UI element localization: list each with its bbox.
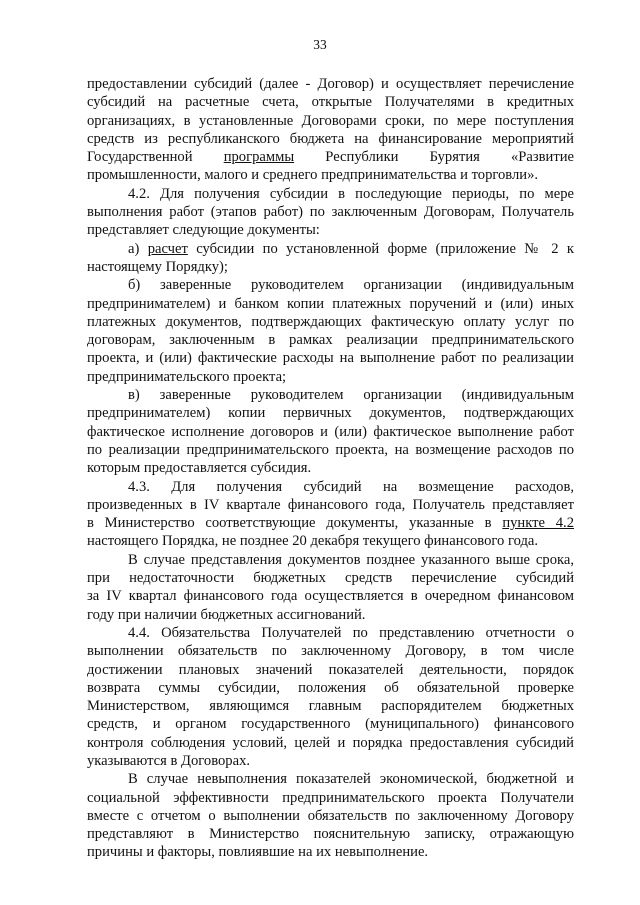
text-line: фактическое исполнение договоров и (или) фактическое выполнение работ — [87, 423, 574, 440]
text-line: выполнения работ (этапов работ) по заключенным Договорам, Получатель — [87, 204, 574, 221]
text-line: настоящему Порядку); — [87, 258, 228, 275]
text-line: б) заверенные руководителем организации (индивидуальным — [128, 277, 574, 294]
text-segment: Республики Бурятия «Развитие — [294, 149, 574, 166]
text-line: субсидий на расчетные счета, открытые Получателями в кредитных — [87, 94, 574, 111]
text-line: представляет следующие документы: — [87, 222, 320, 239]
text-line: причины и факторы, повлиявшие на их невыполнение. — [87, 844, 429, 861]
text-line: вместе с отчетом о выполнении обязательств по заключенному Договору — [87, 807, 574, 824]
text-segment: субсидии по установленной форме (приложение № 2 к — [187, 240, 574, 257]
text-line: предпринимателем) копии первичных документов, подтверждающих — [87, 405, 574, 422]
text-segment: а) — [128, 240, 148, 257]
document-link[interactable]: пункте 4.2 — [502, 515, 574, 532]
text-line — [87, 514, 574, 532]
document-link[interactable]: программы — [223, 149, 295, 166]
text-line: которым предоставляется субсидия. — [87, 460, 312, 477]
text-line: В случае невыполнения показателей экономической, бюджетной и — [128, 771, 574, 788]
text-line: контроля соблюдения условий, целей и порядка предоставления субсидий — [87, 734, 574, 751]
text-line: при недостаточности бюджетных средств перечисление субсидий — [87, 570, 574, 587]
text-line: выполнении обязательств по заключенному Договору, в том числе — [87, 643, 574, 660]
text-line — [87, 148, 574, 166]
page-number: 33 — [313, 37, 327, 52]
text-line: средств из республиканского бюджета на финансирование мероприятий — [87, 130, 574, 147]
text-line: средств, и органом государственного (муниципального) финансового — [87, 716, 574, 733]
text-line: настоящего Порядка, не позднее 20 декабря текущего финансового года. — [87, 533, 538, 550]
text-line: достижении плановых значений показателей деятельности, порядок — [87, 661, 574, 678]
text-line: представляют в Министерство пояснительную записку, отражающую — [87, 826, 574, 843]
text-line: в) заверенные руководителем организации (индивидуальным — [128, 387, 574, 404]
text-line: произведенных в IV квартале финансового года, Получатель представляет — [87, 496, 574, 513]
text-line: предпринимательского проекта; — [87, 368, 287, 385]
text-line: платежных документов, подтверждающих фактическую оплату услуг по — [87, 313, 574, 330]
text-line: 4.2. Для получения субсидии в последующие периоды, по мере — [128, 185, 574, 202]
text-line: 4.3. Для получения субсидий на возмещение расходов, — [128, 478, 574, 495]
text-line: В случае представления документов позднее указанного выше срока, — [128, 551, 574, 568]
text-line: возврата суммы субсидии, положения об обязательной проверке — [87, 679, 574, 696]
text-line: по реализации предпринимательского проекта, на возмещение расходов по — [87, 441, 574, 458]
text-line: предпринимателем) и банком копии платежных поручений и (или) иных — [87, 295, 574, 312]
text-line: Министерством, являющимся главным распорядителем бюджетных — [87, 698, 574, 715]
text-line: организациях, в установленные Договорами сроки, по мере поступления — [87, 112, 574, 129]
text-line: промышленности, малого и среднего предпринимательства и торговли». — [87, 167, 539, 184]
text-line: 4.4. Обязательства Получателей по представлению отчетности о — [128, 624, 574, 641]
text-line — [87, 240, 574, 258]
text-line: за IV квартал финансового года осуществляется в очередном финансовом — [87, 588, 574, 605]
text-segment: в Министерство соответствующие документы, указанные в — [87, 515, 503, 532]
text-line: договорам, заключенным в рамках реализации предпринимательского — [87, 332, 574, 349]
text-line: предоставлении субсидий (далее - Договор) и осуществляет перечисление — [87, 76, 574, 92]
text-line: проекта, и (или) фактические расходы на выполнение работ по реализации — [87, 350, 574, 367]
body-text — [87, 75, 574, 862]
text-line: году при наличии бюджетных ассигнований. — [87, 606, 366, 623]
text-line: социальной эффективности предпринимательского проекта Получатели — [87, 789, 574, 806]
document-link[interactable]: расчет — [147, 240, 188, 257]
text-segment: Государственной — [87, 149, 224, 166]
text-line: указываются в Договорах. — [87, 752, 251, 769]
